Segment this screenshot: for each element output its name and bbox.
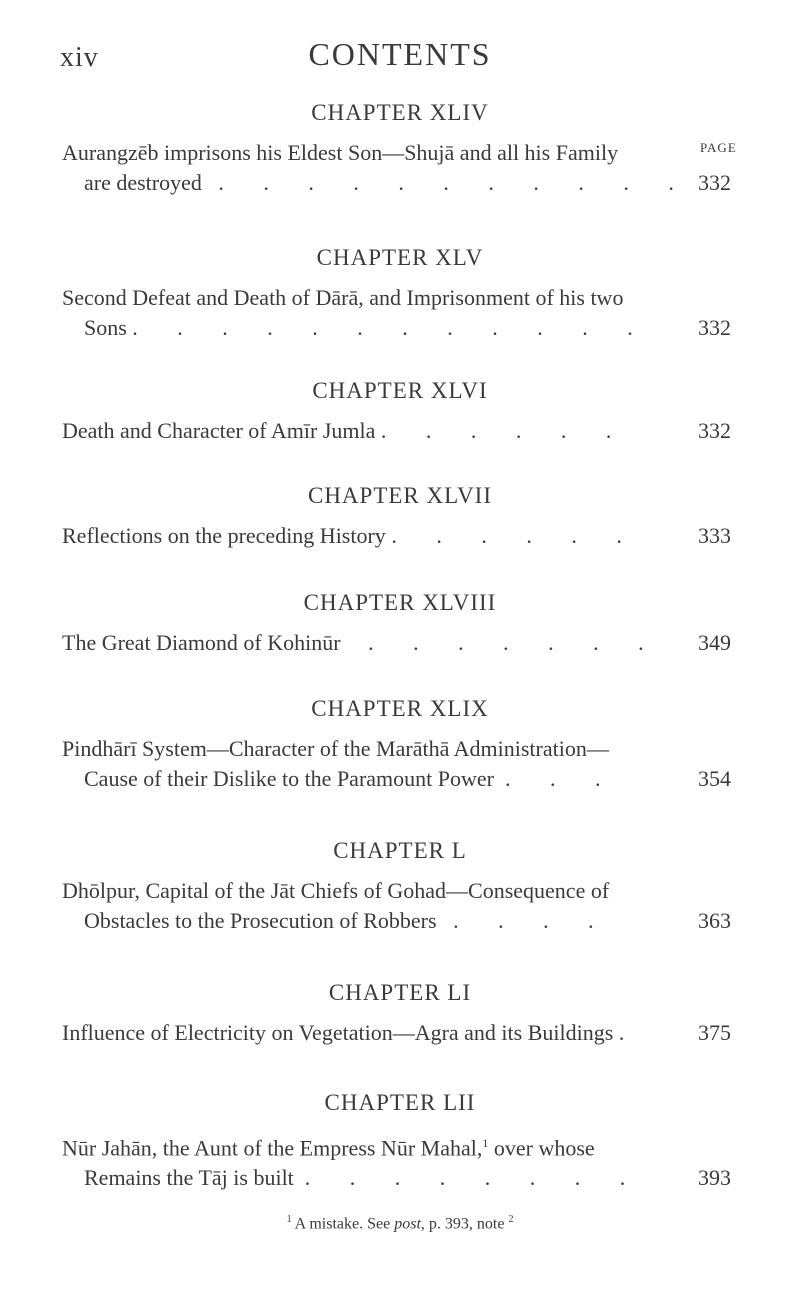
- chapter-title: CHAPTER XLVIII: [303, 590, 497, 615]
- toc-entry[interactable]: [0, 283, 800, 343]
- entry-line: The Great Diamond of Kohinūr . . . . . . .: [62, 630, 661, 655]
- page-number: 332: [698, 418, 731, 443]
- toc-entry[interactable]: [0, 734, 800, 794]
- page-number: 363: [698, 908, 731, 933]
- chapter-block-xlvi: [0, 378, 800, 446]
- leader-dots: . . . . . . .: [368, 630, 661, 655]
- leader-dots: . . . . . . . .: [304, 1165, 643, 1191]
- page-column-label: PAGE: [700, 140, 737, 155]
- toc-entry[interactable]: [0, 876, 800, 936]
- page-number: 333: [698, 523, 731, 548]
- footnote-ref: 2: [508, 1214, 514, 1225]
- chapter-title: CHAPTER XLVII: [307, 483, 493, 508]
- leader-dots: . . . . . .: [391, 523, 639, 548]
- entry-line: Death and Character of Amīr Jumla . . . . . .: [62, 418, 629, 443]
- toc-entry[interactable]: [0, 1018, 800, 1048]
- toc-entry[interactable]: [0, 1128, 800, 1193]
- leader-dots: . . .: [504, 766, 618, 791]
- page-number: 393: [698, 1165, 731, 1191]
- folio: xiv: [60, 42, 99, 73]
- page-number: 354: [698, 766, 731, 791]
- chapter-block-lii: [0, 1090, 800, 1193]
- leader-dots: . . . .: [453, 908, 611, 933]
- chapter-title: CHAPTER XLIX: [311, 696, 489, 721]
- toc-entry[interactable]: [0, 521, 800, 551]
- entry-line: Influence of Electricity on Vegetation—Agra and its Buildings .: [62, 1020, 642, 1045]
- chapter-block-xlv: [0, 245, 800, 343]
- chapter-title: CHAPTER LI: [328, 980, 472, 1005]
- leader-dots: . . . . . . . . . . .: [218, 170, 691, 195]
- chapter-title: CHAPTER XLIV: [311, 100, 489, 125]
- toc-entry[interactable]: [0, 138, 800, 198]
- chapter-block-xlix: [0, 696, 800, 794]
- page-number: 375: [698, 1020, 731, 1045]
- entry-line: Nūr Jahān, the Aunt of the Empress Nūr Mahal,$^1$ over whose: [62, 1135, 595, 1161]
- chapter-block-xlviii: [0, 590, 800, 658]
- leader-dots: . . . . . . . . . . . .: [132, 315, 650, 340]
- toc-entry[interactable]: [0, 628, 800, 658]
- entry-line: Reflections on the preceding History . . . . . .: [62, 523, 639, 548]
- page-number: 332: [698, 170, 731, 195]
- entry-line: Obstacles to the Prosecution of Robbers . . . .: [84, 908, 611, 933]
- page-number: 349: [698, 630, 731, 655]
- entry-line: Dhōlpur, Capital of the Jāt Chiefs of Gohad—Consequence of: [62, 878, 610, 903]
- entry-line: Sons . . . . . . . . . . . .: [84, 315, 650, 340]
- entry-line: are destroyed . . . . . . . . . . .: [84, 170, 691, 195]
- entry-line: Pindhārī System—Character of the Marāthā Administration—: [62, 736, 609, 761]
- leader-dots: .: [618, 1020, 642, 1045]
- footnote-italic: post: [394, 1215, 421, 1233]
- leader-dots: . . . . . .: [380, 418, 629, 443]
- chapter-block-li: [0, 980, 800, 1048]
- entry-line: Aurangzēb imprisons his Eldest Son—Shujā and all his Family: [62, 140, 619, 165]
- running-head: CONTENTS: [308, 36, 492, 72]
- entry-line: Cause of their Dislike to the Paramount Power . . .: [84, 766, 618, 791]
- footnote-marker: 1: [482, 1136, 489, 1150]
- chapter-block-xlvii: [0, 483, 800, 551]
- page-number: 332: [698, 315, 731, 340]
- chapter-title: CHAPTER XLVI: [312, 378, 488, 403]
- entry-line: Remains the Tāj is built . . . . . . . .: [84, 1165, 643, 1191]
- entry-line: Second Defeat and Death of Dārā, and Imprisonment of his two: [62, 285, 624, 310]
- chapter-block-l: [0, 838, 800, 936]
- chapter-title: CHAPTER L: [333, 838, 467, 863]
- chapter-title: CHAPTER LII: [324, 1090, 476, 1115]
- footnote-number: 1: [286, 1214, 292, 1225]
- chapter-block-xliv: [0, 100, 800, 198]
- footnote: $^1$ A mistake. See post, p. 393, note $^2$: [286, 1214, 514, 1233]
- toc-entry[interactable]: [0, 416, 800, 446]
- chapter-title: CHAPTER XLV: [316, 245, 484, 270]
